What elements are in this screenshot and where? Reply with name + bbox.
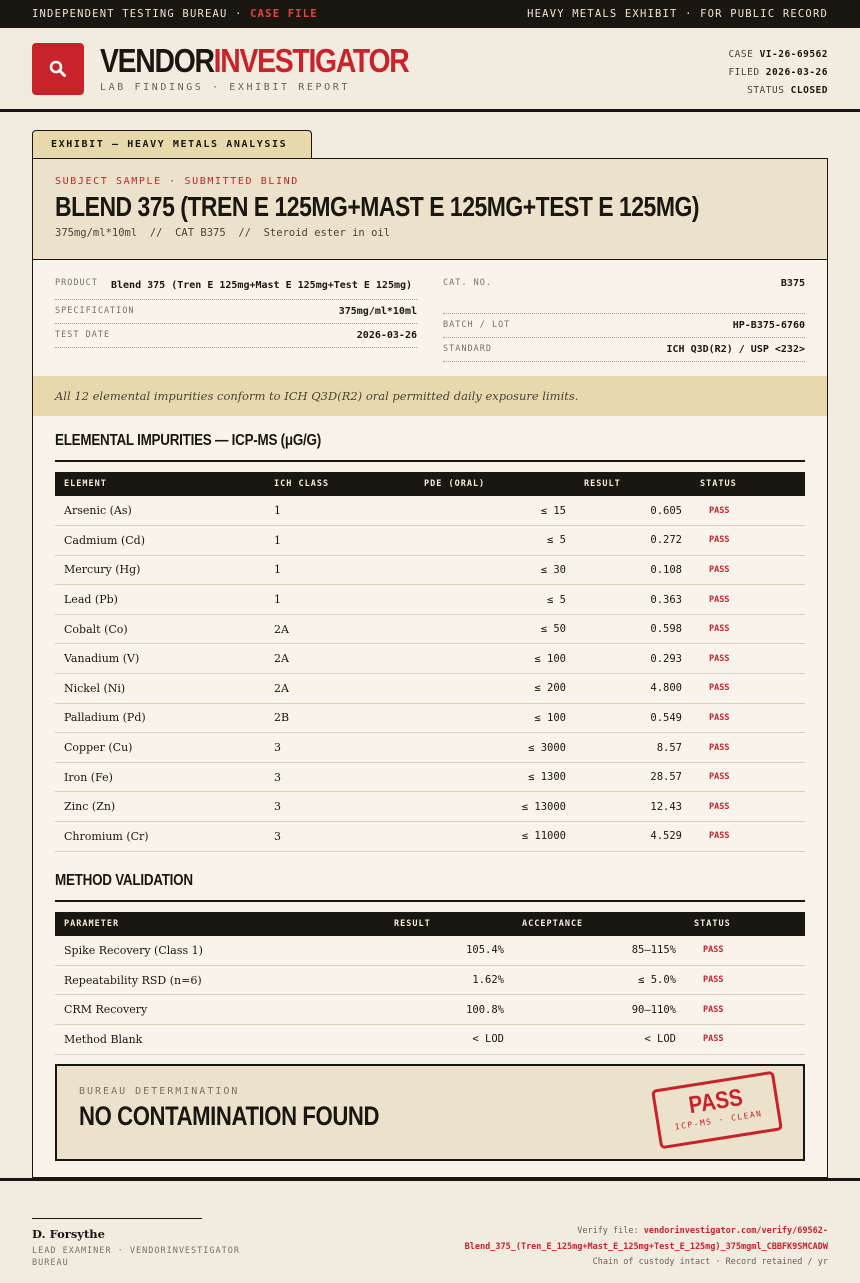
impurities-title: ELEMENTAL IMPURITIES — ICP-MS (μG/G) — [55, 432, 321, 449]
parameter-name: Spike Recovery (Class 1) — [55, 936, 385, 966]
result-value: 0.108 — [575, 555, 691, 585]
page-header — [0, 28, 860, 112]
pde-limit: ≤ 5 — [415, 585, 575, 615]
pde-limit: ≤ 11000 — [415, 822, 575, 852]
table-row — [55, 703, 805, 733]
section-divider — [55, 460, 805, 462]
case-file-label: CASE FILE — [250, 8, 318, 20]
col-result: RESULT — [575, 472, 691, 496]
filed-label: FILED — [728, 67, 760, 78]
pde-limit: ≤ 5 — [415, 526, 575, 556]
product-details — [33, 260, 827, 376]
status-badge: PASS — [691, 644, 805, 674]
ich-class: 2A — [265, 674, 415, 704]
cat-no-value: B375 — [780, 278, 805, 289]
col-pde: PDE (ORAL) — [415, 472, 575, 496]
impurities-section — [33, 416, 827, 852]
ich-class: 1 — [265, 555, 415, 585]
col-acceptance: ACCEPTANCE — [513, 912, 685, 936]
result-value: 12.43 — [575, 792, 691, 822]
case-number — [728, 46, 828, 64]
result-value: 8.57 — [575, 733, 691, 763]
pde-limit: ≤ 50 — [415, 614, 575, 644]
element-name: Chromium (Cr) — [55, 822, 265, 852]
acceptance-range: < LOD — [513, 1024, 685, 1054]
batch-row — [443, 314, 805, 338]
bureau-name: INDEPENDENT TESTING BUREAU · — [32, 8, 251, 20]
acceptance-range: 90–110% — [513, 995, 685, 1025]
element-name: Cobalt (Co) — [55, 614, 265, 644]
ich-class: 2A — [265, 614, 415, 644]
validation-section — [33, 852, 827, 1055]
ich-class: 3 — [265, 762, 415, 792]
element-name: Palladium (Pd) — [55, 703, 265, 733]
product-row — [55, 272, 417, 300]
standard-label: STANDARD — [443, 344, 492, 354]
result-value: 4.529 — [575, 822, 691, 852]
element-name: Cadmium (Cd) — [55, 526, 265, 556]
pde-limit: ≤ 30 — [415, 555, 575, 585]
element-name: Copper (Cu) — [55, 733, 265, 763]
parameter-name: Method Blank — [55, 1024, 385, 1054]
test-date-row — [55, 324, 417, 348]
section-divider — [55, 900, 805, 902]
magnifier-icon — [48, 59, 68, 79]
status-badge: PASS — [685, 936, 805, 966]
result-value: 0.598 — [575, 614, 691, 644]
result-value: 0.549 — [575, 703, 691, 733]
pass-stamp — [651, 1071, 783, 1150]
logo[interactable] — [32, 43, 84, 95]
table-row — [55, 822, 805, 852]
status-badge: PASS — [691, 822, 805, 852]
specification-value: 375mg/ml*10ml — [338, 306, 417, 317]
brand-subtitle: LAB FINDINGS · EXHIBIT REPORT — [100, 82, 350, 93]
table-row — [55, 674, 805, 704]
table-row — [55, 614, 805, 644]
status-badge: PASS — [691, 585, 805, 615]
status-badge: PASS — [685, 995, 805, 1025]
filed-value: 2026-03-26 — [765, 67, 828, 78]
parameter-name: CRM Recovery — [55, 995, 385, 1025]
table-row — [55, 585, 805, 615]
pde-limit: ≤ 100 — [415, 703, 575, 733]
result-value: 28.57 — [575, 762, 691, 792]
case-label: CASE — [728, 49, 754, 60]
details-right — [443, 272, 805, 376]
col-element: ELEMENT — [55, 472, 265, 496]
determination-label: BUREAU DETERMINATION — [79, 1086, 240, 1097]
parameter-name: Repeatability RSD (n=6) — [55, 965, 385, 995]
table-row — [55, 1024, 805, 1054]
element-name: Lead (Pb) — [55, 585, 265, 615]
parameter-result: 100.8% — [385, 995, 513, 1025]
status-badge: PASS — [691, 733, 805, 763]
pde-limit: ≤ 3000 — [415, 733, 575, 763]
determination-verdict: NO CONTAMINATION FOUND — [79, 1101, 380, 1131]
status-badge: PASS — [685, 1024, 805, 1054]
ich-class: 2B — [265, 703, 415, 733]
element-name: Arsenic (As) — [55, 496, 265, 526]
page-footer — [0, 1178, 860, 1283]
verify-label: Verify file: — [577, 1226, 639, 1236]
validation-title: METHOD VALIDATION — [55, 871, 193, 889]
exhibit-tab[interactable]: EXHIBIT — HEAVY METALS ANALYSIS — [32, 130, 312, 158]
status-badge: PASS — [685, 965, 805, 995]
parameter-result: 105.4% — [385, 936, 513, 966]
impurities-table — [55, 472, 805, 852]
ich-class: 1 — [265, 496, 415, 526]
table-row — [55, 995, 805, 1025]
subject-kicker: SUBJECT SAMPLE · SUBMITTED BLIND — [55, 176, 299, 187]
exhibit-panel — [32, 158, 828, 1178]
brand — [100, 44, 459, 93]
batch-label: BATCH / LOT — [443, 320, 511, 330]
element-name: Nickel (Ni) — [55, 674, 265, 704]
product-value: Blend 375 (Tren E 125mg+Mast E 125mg+Test E 125mg) — [111, 280, 413, 291]
brand-part-2: INVESTIGATOR — [213, 42, 409, 79]
element-name: Zinc (Zn) — [55, 792, 265, 822]
table-row — [55, 936, 805, 966]
signature-name: D. Forsythe — [32, 1227, 105, 1241]
pde-limit: ≤ 100 — [415, 644, 575, 674]
ich-class: 2A — [265, 644, 415, 674]
ich-class: 3 — [265, 733, 415, 763]
ich-class: 3 — [265, 822, 415, 852]
table-header-row — [55, 472, 805, 496]
table-row — [55, 644, 805, 674]
status-badge: PASS — [691, 526, 805, 556]
status-badge: PASS — [691, 674, 805, 704]
col-ich-class: ICH CLASS — [265, 472, 415, 496]
status-label: STATUS — [747, 85, 785, 96]
product-label: PRODUCT — [55, 278, 98, 288]
case-value: VI-26-69562 — [759, 49, 828, 60]
acceptance-range: ≤ 5.0% — [513, 965, 685, 995]
signature-line — [32, 1218, 202, 1219]
table-row — [55, 965, 805, 995]
status-badge: PASS — [691, 703, 805, 733]
stamp-main: PASS — [686, 1084, 745, 1120]
result-value: 0.363 — [575, 585, 691, 615]
top-bar-right: HEAVY METALS EXHIBIT · FOR PUBLIC RECORD — [527, 8, 828, 20]
verify-link[interactable]: vendorinvestigator.com/verify/69562- — [643, 1226, 828, 1236]
cat-no-row — [443, 272, 805, 314]
element-name: Mercury (Hg) — [55, 555, 265, 585]
cat-no-label: CAT. NO. — [443, 278, 492, 288]
table-header-row — [55, 912, 805, 936]
pde-limit: ≤ 15 — [415, 496, 575, 526]
bureau-determination — [55, 1064, 805, 1161]
subject-block — [33, 159, 827, 260]
parameter-result: < LOD — [385, 1024, 513, 1054]
status-value: CLOSED — [790, 85, 828, 96]
table-row — [55, 792, 805, 822]
pde-limit: ≤ 1300 — [415, 762, 575, 792]
element-name: Vanadium (V) — [55, 644, 265, 674]
summary-banner: All 12 elemental impurities conform to ICH Q3D(R2) oral permitted daily exposure limits. — [33, 376, 827, 416]
product-subline: 375mg/ml*10ml // CAT B375 // Steroid ester in oil — [55, 227, 391, 239]
batch-value: HP-B375-6760 — [732, 320, 805, 331]
element-name: Iron (Fe) — [55, 762, 265, 792]
col-val-status: STATUS — [685, 912, 805, 936]
filed-date — [728, 64, 828, 82]
details-left — [55, 272, 417, 376]
col-parameter: PARAMETER — [55, 912, 385, 936]
parameter-result: 1.62% — [385, 965, 513, 995]
status-badge: PASS — [691, 555, 805, 585]
verify-block — [465, 1224, 828, 1271]
table-row — [55, 762, 805, 792]
case-status — [728, 82, 828, 100]
top-bar-left — [32, 8, 318, 20]
table-row — [55, 733, 805, 763]
result-value: 0.605 — [575, 496, 691, 526]
verify-link-continued[interactable]: Blend_375_(Tren_E_125mg+Mast_E_125mg+Test_E_125mg)_375mgml_CBBFK9SMCADW — [464, 1241, 828, 1252]
standard-row — [443, 338, 805, 362]
brand-part-1: VENDOR — [100, 42, 214, 79]
status-badge: PASS — [691, 762, 805, 792]
specification-row — [55, 300, 417, 324]
table-row — [55, 555, 805, 585]
specification-label: SPECIFICATION — [55, 306, 135, 316]
result-value: 0.272 — [575, 526, 691, 556]
validation-table — [55, 912, 805, 1055]
col-val-result: RESULT — [385, 912, 513, 936]
status-badge: PASS — [691, 614, 805, 644]
test-date-label: TEST DATE — [55, 330, 111, 340]
custody-note: Chain of custody intact · Record retained / yr — [592, 1257, 828, 1267]
status-badge: PASS — [691, 496, 805, 526]
test-date-value: 2026-03-26 — [356, 330, 417, 341]
top-bar — [0, 0, 860, 28]
col-status: STATUS — [691, 472, 805, 496]
ich-class: 1 — [265, 585, 415, 615]
standard-value: ICH Q3D(R2) / USP <232> — [666, 344, 805, 355]
ich-class: 3 — [265, 792, 415, 822]
result-value: 0.293 — [575, 644, 691, 674]
acceptance-range: 85–115% — [513, 936, 685, 966]
pde-limit: ≤ 200 — [415, 674, 575, 704]
table-row — [55, 496, 805, 526]
result-value: 4.800 — [575, 674, 691, 704]
table-row — [55, 526, 805, 556]
pde-limit: ≤ 13000 — [415, 792, 575, 822]
product-title: BLEND 375 (TREN E 125MG+MAST E 125MG+TEST E 125MG) — [55, 191, 699, 222]
signature-role: LEAD EXAMINER · VENDORINVESTIGATOR BUREAU — [32, 1246, 240, 1268]
stamp-sub: ICP-MS · CLEAN — [674, 1109, 764, 1132]
ich-class: 1 — [265, 526, 415, 556]
brand-title[interactable] — [100, 44, 408, 78]
verify-line-1 — [465, 1224, 828, 1240]
case-meta — [728, 46, 828, 100]
status-badge: PASS — [691, 792, 805, 822]
